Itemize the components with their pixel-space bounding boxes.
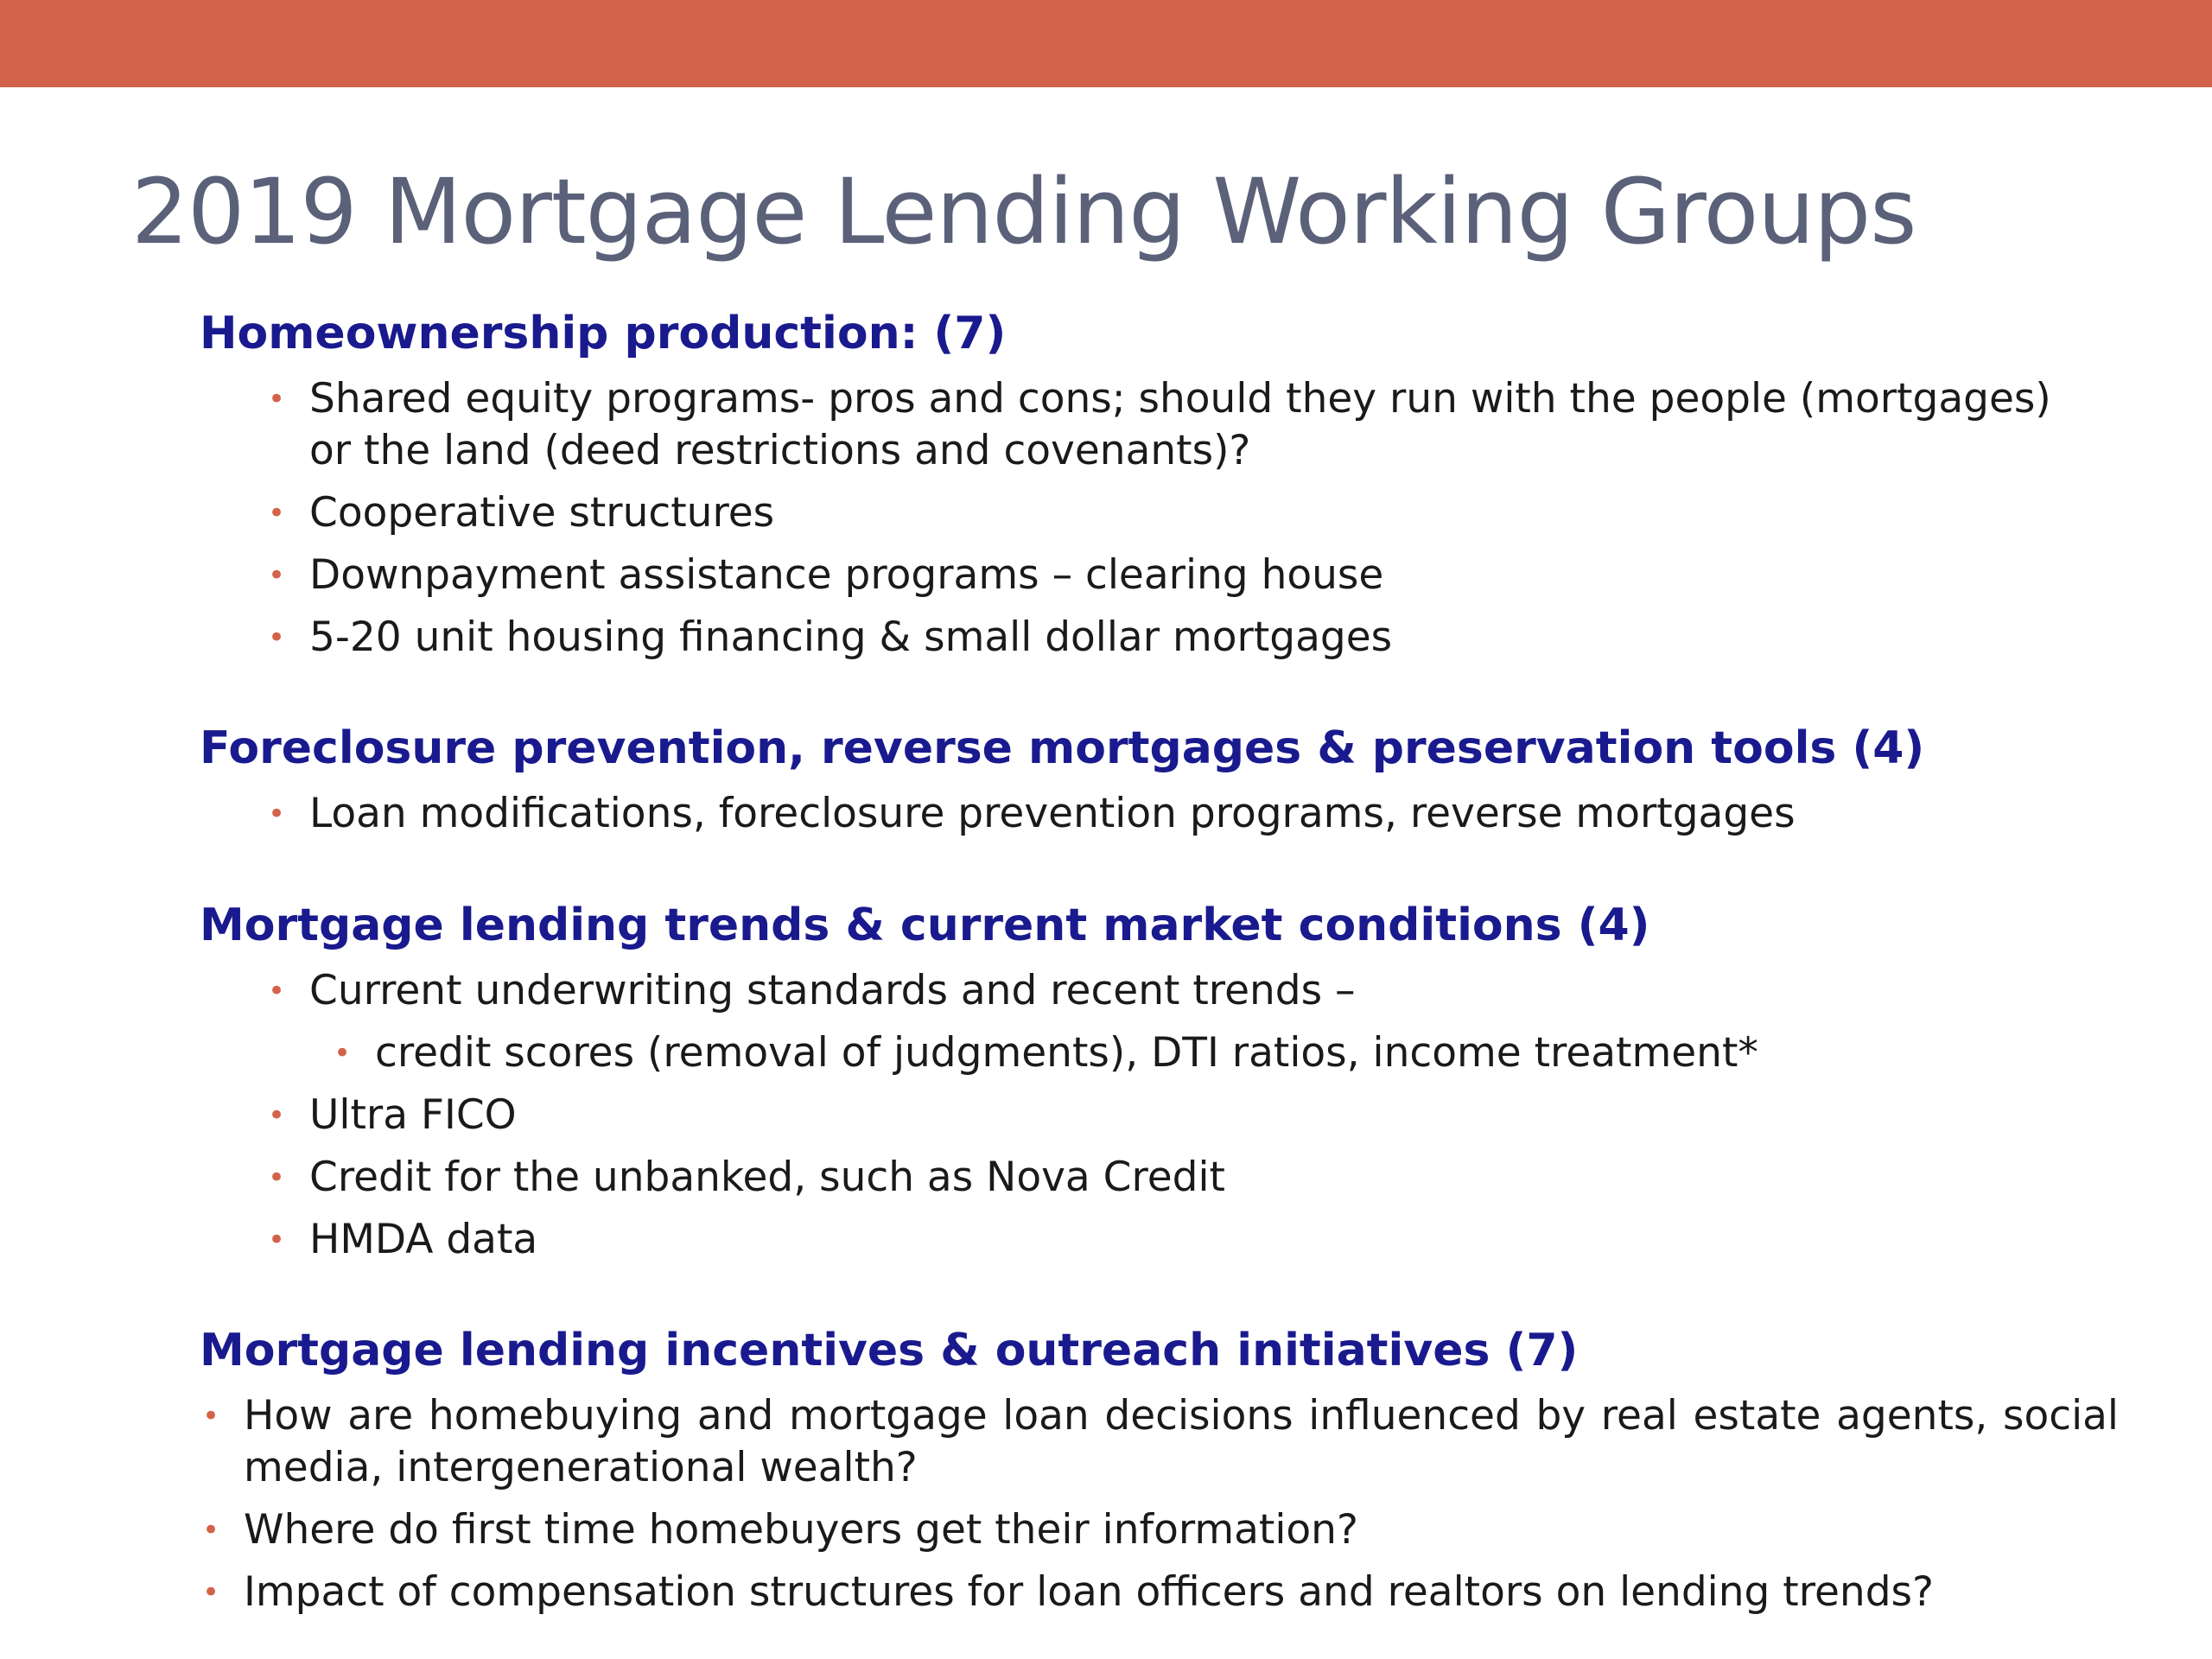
bullet-dot-icon: • bbox=[268, 1223, 286, 1257]
list-item-text: How are homebuying and mortgage loan decisions influenced by real estate agents, social media, intergenerational wealth? bbox=[244, 1392, 2119, 1491]
bullet-dot-icon: • bbox=[268, 382, 286, 416]
list-item bbox=[202, 1567, 2119, 1618]
list-item-text: Shared equity programs- pros and cons; should they run with the people (mortgages) or the land (deed restrictions and covenants)? bbox=[309, 375, 2051, 474]
section-heading-outreach: Mortgage lending incentives & outreach initiatives (7) bbox=[200, 1325, 1579, 1376]
slide-title: 2019 Mortgage Lending Working Groups bbox=[131, 159, 1916, 264]
list-item-text: Loan modifications, foreclosure prevention programs, reverse mortgages bbox=[309, 790, 1796, 837]
bullet-list-foreclosure bbox=[268, 788, 2089, 850]
list-item-text: 5-20 unit housing financing & small dollar mortgages bbox=[309, 613, 1393, 661]
bullet-dot-icon: • bbox=[268, 974, 286, 1008]
bullet-dot-icon: • bbox=[268, 1160, 286, 1195]
list-item bbox=[268, 1214, 2089, 1266]
list-item bbox=[268, 487, 2089, 539]
list-item bbox=[334, 1027, 2089, 1079]
bullet-dot-icon: • bbox=[202, 1575, 220, 1610]
bullet-list-homeownership bbox=[268, 373, 2089, 674]
list-item bbox=[268, 788, 2089, 840]
bullet-dot-icon: • bbox=[268, 620, 286, 655]
list-item bbox=[268, 612, 2089, 664]
list-item-text: Where do first time homebuyers get their information? bbox=[244, 1506, 1358, 1554]
top-accent-bar bbox=[0, 0, 2212, 87]
list-item-text: Downpayment assistance programs – clearing house bbox=[309, 551, 1384, 599]
list-item-text: Current underwriting standards and recent trends – bbox=[309, 967, 1356, 1014]
list-item-text: Cooperative structures bbox=[309, 489, 775, 537]
bullet-dot-icon: • bbox=[202, 1513, 220, 1548]
list-item bbox=[268, 965, 2089, 1017]
list-item-text: Ultra FICO bbox=[309, 1091, 517, 1139]
list-item bbox=[268, 373, 2089, 477]
section-heading-market-trends: Mortgage lending trends & current market conditions (4) bbox=[200, 899, 1650, 951]
bullet-list-market-trends bbox=[268, 965, 2089, 1276]
bullet-dot-icon: • bbox=[202, 1399, 220, 1433]
bullet-dot-icon: • bbox=[268, 496, 286, 531]
bullet-dot-icon: • bbox=[268, 1098, 286, 1133]
list-item-text: Impact of compensation structures for loan officers and realtors on lending trends? bbox=[244, 1568, 1934, 1616]
section-heading-foreclosure: Foreclosure prevention, reverse mortgages & preservation tools (4) bbox=[200, 722, 1925, 774]
list-item bbox=[268, 550, 2089, 601]
list-item-text: credit scores (removal of judgments), DTI ratios, income treatment* bbox=[375, 1029, 1758, 1077]
bullet-list-outreach bbox=[202, 1390, 2119, 1629]
bullet-dot-icon: • bbox=[268, 797, 286, 831]
list-item-text: Credit for the unbanked, such as Nova Credit bbox=[309, 1154, 1225, 1201]
section-heading-homeownership: Homeownership production: (7) bbox=[200, 308, 1007, 359]
bullet-dot-icon: • bbox=[268, 558, 286, 593]
list-item bbox=[202, 1504, 2119, 1556]
list-item bbox=[268, 1152, 2089, 1204]
bullet-dot-icon: • bbox=[334, 1036, 352, 1071]
list-item-text: HMDA data bbox=[309, 1216, 538, 1263]
list-item bbox=[202, 1390, 2119, 1494]
list-item bbox=[268, 1090, 2089, 1141]
